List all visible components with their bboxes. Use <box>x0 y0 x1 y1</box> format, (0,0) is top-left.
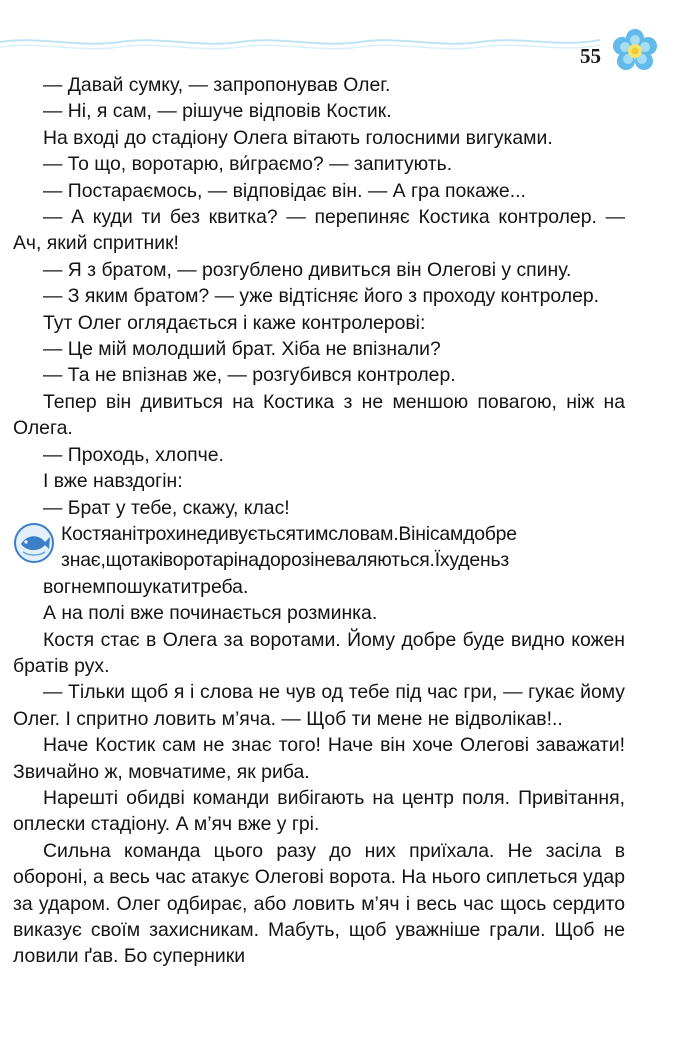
paragraph: — А куди ти без квитка? — перепиняє Костика контролер. — Ач, який спритник! <box>13 206 625 255</box>
paragraph: Костя стає в Олега за воротами. Йому добре буде видно кожен братів рух. <box>13 628 625 677</box>
paragraph: На вході до стадіону Олега вітають голосними вигуками. <box>43 126 553 149</box>
paragraph: — З яким братом? — уже відтісняє його з проходу контролер. <box>43 285 600 308</box>
note-line-3: вогнемпошукатитреба. <box>43 575 249 598</box>
note-line-1: Костяанітрохинедивуєтьсятимсловам.Вінісамдобре <box>61 522 517 545</box>
paragraph: І вже навздогін: <box>43 470 183 493</box>
paragraph: Нарешті обидві команди вибігають на центр поля. Привітання, оплески стадіону. А м’яч вже у грі. <box>13 786 625 836</box>
note-line-2: знає,щотаківоротарінадорозіневаляються.Їхуденьз <box>61 549 510 572</box>
paragraph: — Та не впізнав же, — розгубився контролер. <box>43 364 456 387</box>
paragraph: — Ні, я сам, — рішуче відповів Костик. <box>43 100 392 123</box>
paragraph: — Брат у тебе, скажу, клас! <box>43 496 290 519</box>
paragraph: Тут Олег оглядається і каже контролерові: <box>43 311 426 334</box>
paragraph: — Це мій молодший брат. Хіба не впізнали? <box>43 338 441 361</box>
paragraph: — Проходь, хлопче. <box>43 443 224 466</box>
paragraph: А на полі вже починається розминка. <box>43 602 378 625</box>
paragraph: — То що, воротарю, ви́граємо? — запитують. <box>43 153 453 176</box>
paragraph: — Постараємось, — відповідає він. — А гра покаже... <box>43 179 526 202</box>
page-number: 55 <box>580 44 601 68</box>
flower-icon <box>611 28 659 76</box>
paragraph: Сильна команда цього разу до них приїхала. Не засіла в обороні, а весь час атакує Олегові ворота. На нього сиплеться удар за ударом. Олег одбирає, або ловить м’яч і весь час щось сердито виказує своїм захисникам. Мабуть, щоб уважніше грали. Щоб не ловили ґав. Бо суперники <box>13 839 625 968</box>
paragraph: — Тільки щоб я і слова не чув од тебе під час гри, — гукає йому Олег. І спритно ловить м’яча. — Щоб ти мене не відволікав!.. <box>13 681 625 730</box>
note-block <box>13 521 625 600</box>
story-text <box>13 72 625 970</box>
paragraph: Тепер він дивиться на Костика з не меншою повагою, ніж на Олега. <box>13 390 625 440</box>
paragraph: — Давай сумку, — запропонував Олег. <box>43 74 391 96</box>
paragraph: Наче Костик сам не знає того! Наче він хоче Олегові заважати! Звичайно ж, мовчатиме, як риба. <box>13 734 625 783</box>
paragraph: — Я з братом, — розгублено дивиться він Олегові у спину. <box>43 258 572 281</box>
